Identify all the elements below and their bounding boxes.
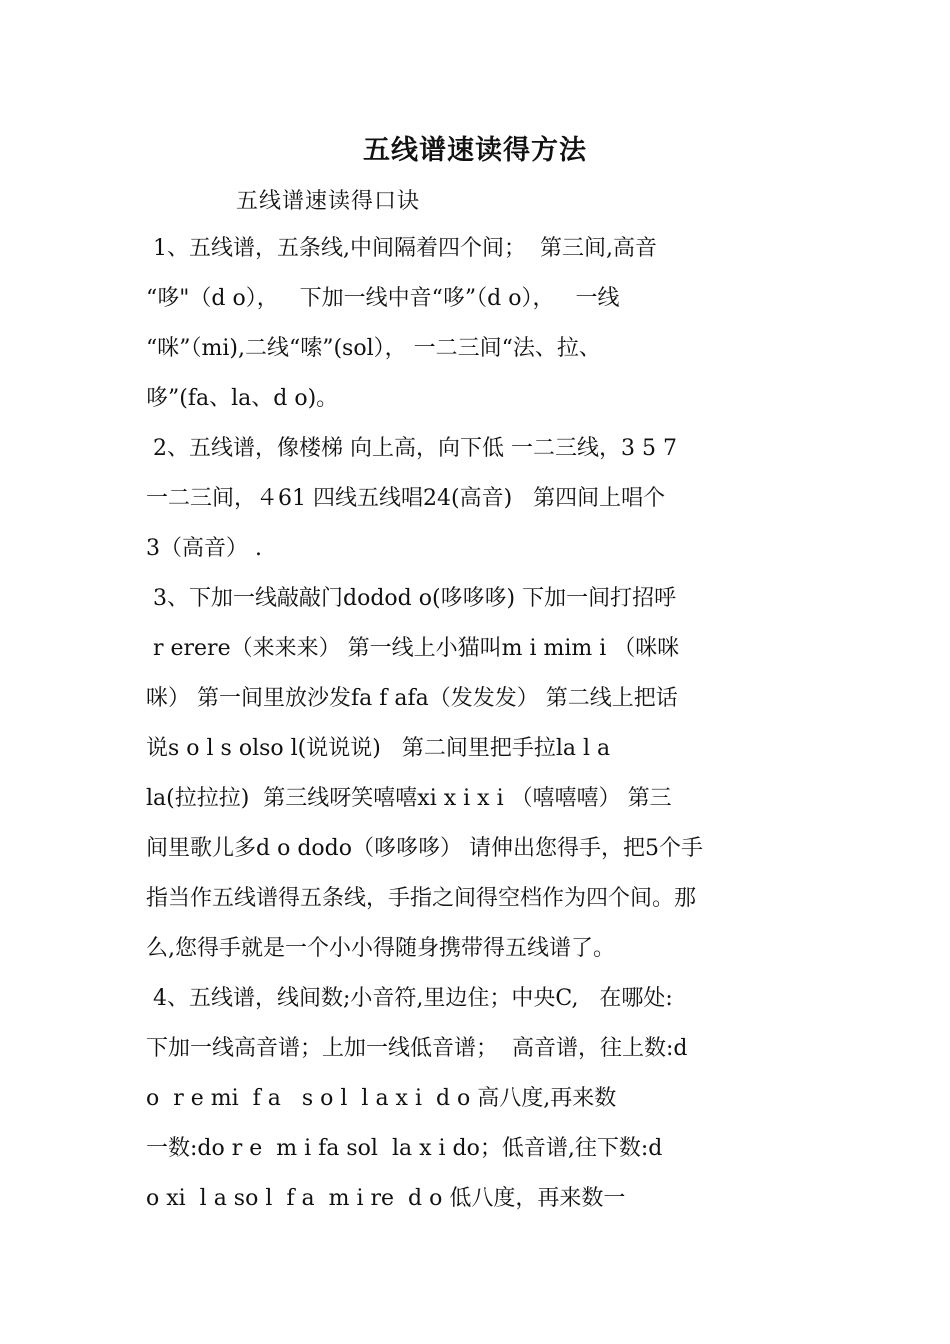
page-title: 五线谱速读得方法: [363, 135, 587, 166]
text-line: 4、五线谱，线间数;小音符,里边住；中央C, 在哪处:: [146, 986, 673, 1011]
text-line: 咪） 第一间里放沙发fa f afa（发发发） 第二线上把话: [146, 686, 678, 711]
text-line: r erere（来来来） 第一线上小猫叫m i mim i （咪咪: [146, 636, 680, 661]
text-line: la(拉拉拉) 第三线呀笑嘻嘻xi x i x i （嘻嘻嘻） 第三: [146, 786, 672, 811]
text-line: o r e mi f a s o l l a x i d o 高八度,再来数: [146, 1086, 617, 1111]
text-line: 一二三间，４61 四线五线唱24(高音) 第四间上唱个: [146, 486, 666, 511]
text-line: 2、五线谱，像楼梯 向上高，向下低 一二三线，3 5 7: [146, 436, 677, 461]
text-line: 3、下加一线敲敲门dodod o(哆哆哆) 下加一间打招呼: [146, 586, 677, 611]
text-line: 哆”(fa、la、d o)。: [146, 386, 339, 411]
text-line: 下加一线高音谱；上加一线低音谱； 高音谱，往上数:d: [146, 1036, 688, 1061]
text-line: 说s o l s olso l(说说说) 第二间里把手拉la l a: [146, 736, 611, 761]
text-line: 么,您得手就是一个小小得随身携带得五线谱了。: [146, 936, 615, 961]
text-line: 间里歌儿多d o dodo（哆哆哆） 请伸出您得手，把5个手: [146, 836, 703, 861]
text-line: “咪”（mi),二线“嗦”(sol）， 一二三间“法、拉、: [146, 336, 601, 361]
text-line: o xi l a so l f a m i re d o 低八度，再来数一: [146, 1186, 626, 1211]
page-subtitle: 五线谱速读得口诀: [236, 189, 421, 214]
text-line: “哆"（d o）， 下加一线中音“哆”（d o）， 一线: [146, 286, 620, 311]
text-line: 一数:do r e m i fa sol la x i do；低音谱,往下数:d: [146, 1136, 663, 1161]
text-line: 1、五线谱，五条线,中间隔着四个间； 第三间,高音: [146, 236, 657, 261]
text-line: 3（高音） .: [146, 536, 262, 561]
text-line: 指当作五线谱得五条线，手指之间得空档作为四个间。那: [146, 886, 697, 911]
